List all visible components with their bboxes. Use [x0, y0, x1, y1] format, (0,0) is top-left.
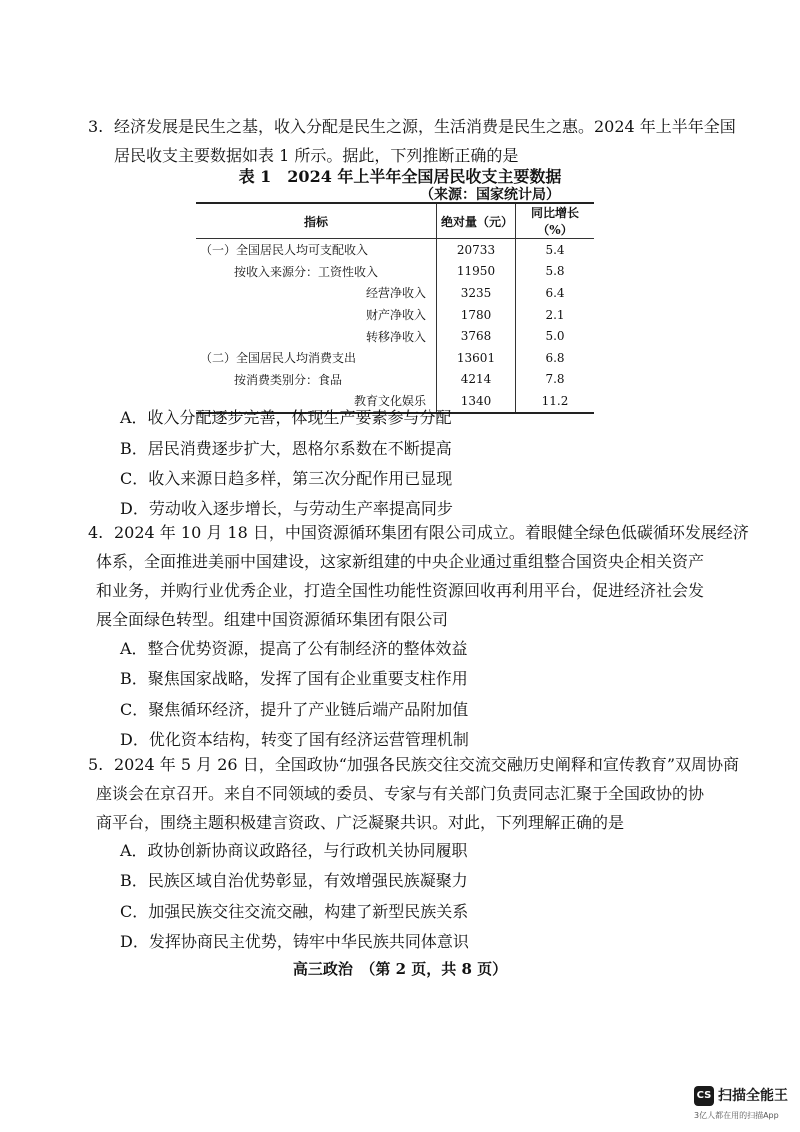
watermark-name: 扫描全能王: [718, 1088, 788, 1104]
row-value: 3768: [437, 325, 516, 347]
table-header-absolute: 绝对量（元）: [437, 203, 516, 239]
row-growth: 5.0: [545, 329, 565, 344]
row-label: （二）全国居民人均消费支出: [196, 347, 437, 369]
question-number: 5.: [88, 755, 104, 774]
option-b: B．居民消费逐步扩大，恩格尔系数在不断提高: [120, 439, 452, 458]
question-text-line: 居民收支主要数据如表 1 所示。据此，下列推断正确的是: [114, 146, 519, 165]
table-row: [196, 282, 594, 304]
option-c: C．加强民族交往交流交融，构建了新型民族关系: [120, 902, 469, 921]
question-4: [88, 518, 749, 634]
table-header-row: [196, 203, 594, 239]
row-value: 20733: [437, 239, 516, 261]
question-text-line: 展全面绿色转型。组建中国资源循环集团有限公司: [96, 610, 449, 629]
question-3: [88, 112, 736, 170]
watermark-tagline: 3亿人都在用的扫描App: [694, 1111, 779, 1120]
camscanner-logo-icon: CS: [694, 1086, 714, 1106]
row-growth: 5.4: [545, 242, 565, 257]
option-d: D．发挥协商民主优势，铸牢中华民族共同体意识: [120, 932, 469, 951]
question-text-line: 座谈会在京召开。来自不同领域的委员、专家与有关部门负责同志汇聚于全国政协的协: [96, 784, 705, 803]
option-b: B．聚焦国家战略，发挥了国有企业重要支柱作用: [120, 669, 468, 688]
row-value: 1340: [437, 390, 516, 413]
option-a: A．政协创新协商议政路径，与行政机关协同履职: [120, 841, 468, 860]
row-label: 转移净收入: [196, 325, 437, 347]
table-header-growth: 同比增长（%）: [516, 203, 595, 239]
table-row: [196, 369, 594, 391]
row-value: 3235: [437, 282, 516, 304]
row-label: 财产净收入: [196, 304, 437, 326]
question-text-line: 商平台，围绕主题积极建言资政、广泛凝聚共识。对此，下列理解正确的是: [96, 813, 625, 832]
row-growth: 2.1: [545, 307, 565, 322]
page-footer: 高三政治 （第 2 页，共 8 页）: [292, 960, 508, 978]
option-d: D．劳动收入逐步增长，与劳动生产率提高同步: [120, 499, 453, 518]
option-a: A．整合优势资源，提高了公有制经济的整体效益: [120, 639, 468, 658]
option-d: D．优化资本结构，转变了国有经济运营管理机制: [120, 730, 469, 749]
option-a: A．收入分配逐步完善，体现生产要素参与分配: [120, 408, 452, 427]
question-text-line: 2024 年 10 月 18 日，中国资源循环集团有限公司成立。着眼健全绿色低碳循环发展经济: [114, 523, 749, 542]
table-row: [196, 239, 594, 261]
row-label: 经营净收入: [196, 282, 437, 304]
option-b: B．民族区域自治优势彰显，有效增强民族凝聚力: [120, 871, 468, 890]
table-caption: 表 1 2024 年上半年全国居民收支主要数据: [238, 167, 562, 186]
table-header-indicator: 指标: [196, 203, 437, 239]
row-label: （一）全国居民人均可支配收入: [196, 239, 437, 261]
row-growth: 5.8: [545, 264, 565, 279]
row-growth: 7.8: [545, 372, 565, 387]
table-row: [196, 261, 594, 283]
table-row: [196, 325, 594, 347]
question-text-line: 和业务，并购行业优秀企业，打造全国性功能性资源回收再利用平台，促进经济社会发: [96, 581, 705, 600]
option-c: C．收入来源日趋多样，第三次分配作用已显现: [120, 469, 453, 488]
row-growth: 11.2: [541, 393, 569, 408]
row-growth: 6.8: [545, 350, 565, 365]
row-label: 按消费类别分：食品: [196, 369, 437, 391]
row-value: 11950: [437, 261, 516, 283]
question-number: 4.: [88, 523, 104, 542]
table-source: （来源：国家统计局）: [420, 187, 560, 203]
table-row: [196, 304, 594, 326]
question-number: 3.: [88, 117, 104, 136]
row-label: 按收入来源分：工资性收入: [196, 261, 437, 283]
question-5: [88, 750, 740, 837]
table-row: [196, 347, 594, 369]
question-text-line: 体系，全面推进美丽中国建设，这家新组建的中央企业通过重组整合国资央企相关资产: [96, 552, 705, 571]
question-text-line: 2024 年 5 月 26 日，全国政协“加强各民族交往交流交融历史阐释和宣传教育”双周协商: [114, 755, 740, 774]
row-growth: 6.4: [545, 285, 565, 300]
question-text-line: 经济发展是民生之基，收入分配是民生之源，生活消费是民生之惠。2024 年上半年全国: [114, 117, 736, 136]
row-value: 1780: [437, 304, 516, 326]
option-c: C．聚焦循环经济，提升了产业链后端产品附加值: [120, 700, 469, 719]
row-value: 4214: [437, 369, 516, 391]
income-expenditure-table: [196, 202, 594, 414]
row-label: 教育文化娱乐: [196, 390, 437, 413]
row-value: 13601: [437, 347, 516, 369]
